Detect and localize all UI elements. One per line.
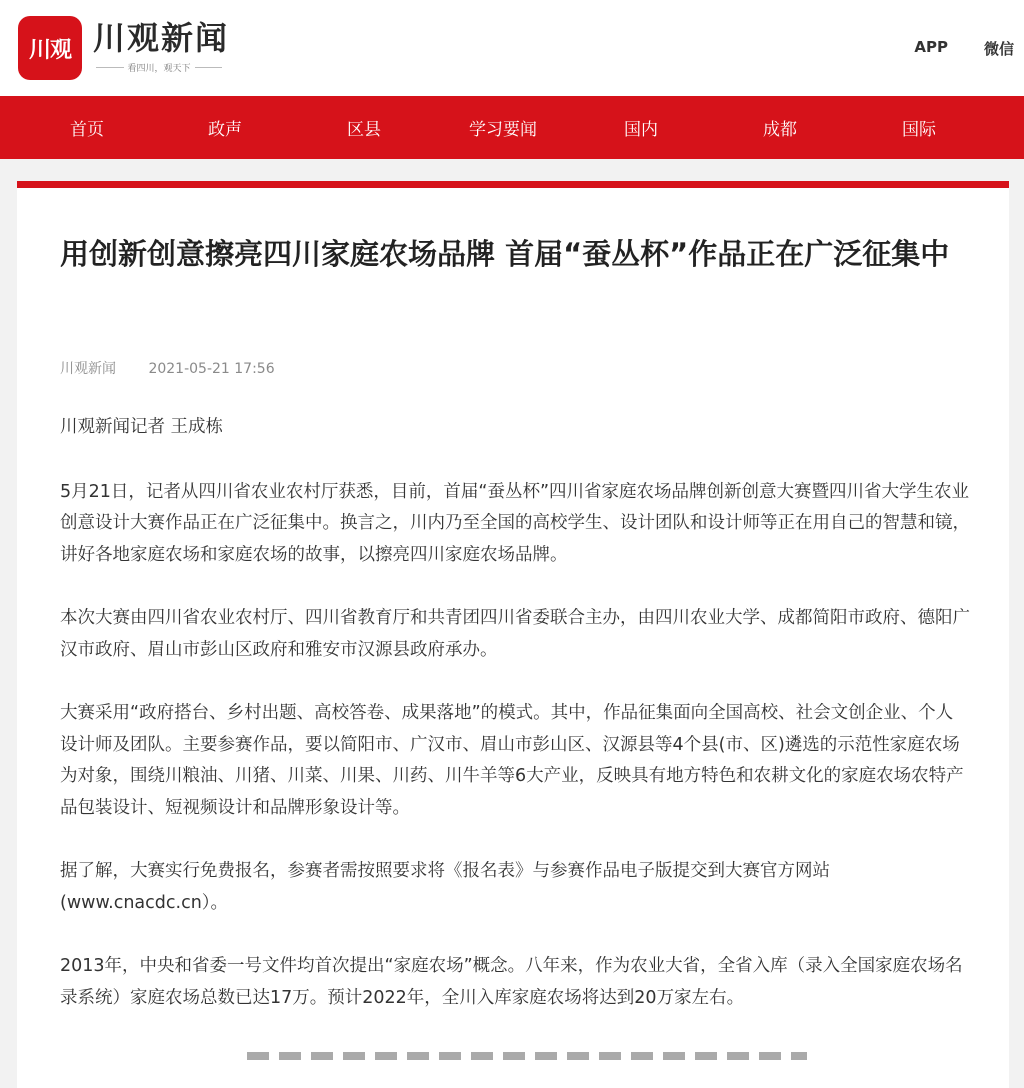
article-paragraph: 大赛采用“政府搭台、乡村出题、高校答卷、成果落地”的模式。其中，作品征集面向全国高校、社会文创企业、个人设计师及团队。主要参赛作品，要以简阳市、广汉市、眉山市彭山区、汉源县等4个县(市、区)遴选的示范性家庭农场为对象，围绕川粮油、川猪、川菜、川果、川药、川牛羊等6大产业，反映具有地方特色和农耕文化的家庭农场农特产品包装设计、短视频设计和品牌形象设计等。 xyxy=(60,703,964,818)
site-logo-icon[interactable] xyxy=(18,16,82,80)
article-paragraph: 5月21日，记者从四川省农业农村厅获悉，目前，首届“蚕丛杯”四川省家庭农场品牌创新创意大赛暨四川省大学生农业创意设计大赛作品正在广泛征集中。换言之，川内乃至全国的高校学生、设计团队和设计师等正在用自己的智慧和镜，讲好各地家庭农场和家庭农场的故事，以擦亮四川家庭农场品牌。 xyxy=(60,481,970,565)
site-header xyxy=(0,0,1024,96)
slogan-text: 看四川，观天下 xyxy=(127,64,191,74)
logo-mark: 川观 xyxy=(28,36,71,63)
article-body xyxy=(60,412,970,1046)
wechat-link[interactable]: 微信 xyxy=(983,40,1014,58)
article-paragraph: 本次大赛由四川省农业农村厅、四川省教育厅和共青团四川省委联合主办，由四川农业大学、成都简阳市政府、德阳广汉市政府、眉山市彭山区政府和雅安市汉源县政府承办。 xyxy=(60,608,970,660)
article-paragraph: 2013年，中央和省委一号文件均首次提出“家庭农场”概念。八年来，作为农业大省，全省入库（录入全国家庭农场名录系统）家庭农场总数已达17万。预计2022年，全川入库家庭农场将达到20万家左右。 xyxy=(60,956,963,1008)
next-line-fragment xyxy=(247,1052,807,1060)
nav-item-home[interactable]: 首页 xyxy=(70,120,104,140)
nav-item-districts[interactable]: 区县 xyxy=(347,120,381,140)
app-link[interactable]: APP xyxy=(914,38,948,56)
top-links xyxy=(914,38,1014,59)
article-author: 川观新闻记者 王成栋 xyxy=(60,417,224,437)
site-slogan xyxy=(96,61,222,74)
main-nav xyxy=(0,96,1024,159)
site-name[interactable]: 川观新闻 xyxy=(93,19,230,57)
article-card xyxy=(17,181,1009,1088)
article-paragraph: 据了解，大赛实行免费报名，参赛者需按照要求将《报名表》与参赛作品电子版提交到大赛官方网站(www.cnacdc.cn）。 xyxy=(60,861,830,913)
article-meta xyxy=(60,358,275,378)
nav-item-politics[interactable]: 政声 xyxy=(208,120,242,140)
nav-item-chengdu[interactable]: 成都 xyxy=(763,120,797,140)
article-source[interactable]: 川观新闻 xyxy=(60,361,116,377)
article-title: 用创新创意擦亮四川家庭农场品牌 首届“蚕丛杯”作品正在广泛征集中 xyxy=(60,237,950,271)
nav-item-study-news[interactable]: 学习要闻 xyxy=(469,120,537,140)
nav-item-international[interactable]: 国际 xyxy=(902,120,936,140)
article-date: 2021-05-21 17:56 xyxy=(148,361,275,377)
nav-item-domestic[interactable]: 国内 xyxy=(624,120,658,140)
